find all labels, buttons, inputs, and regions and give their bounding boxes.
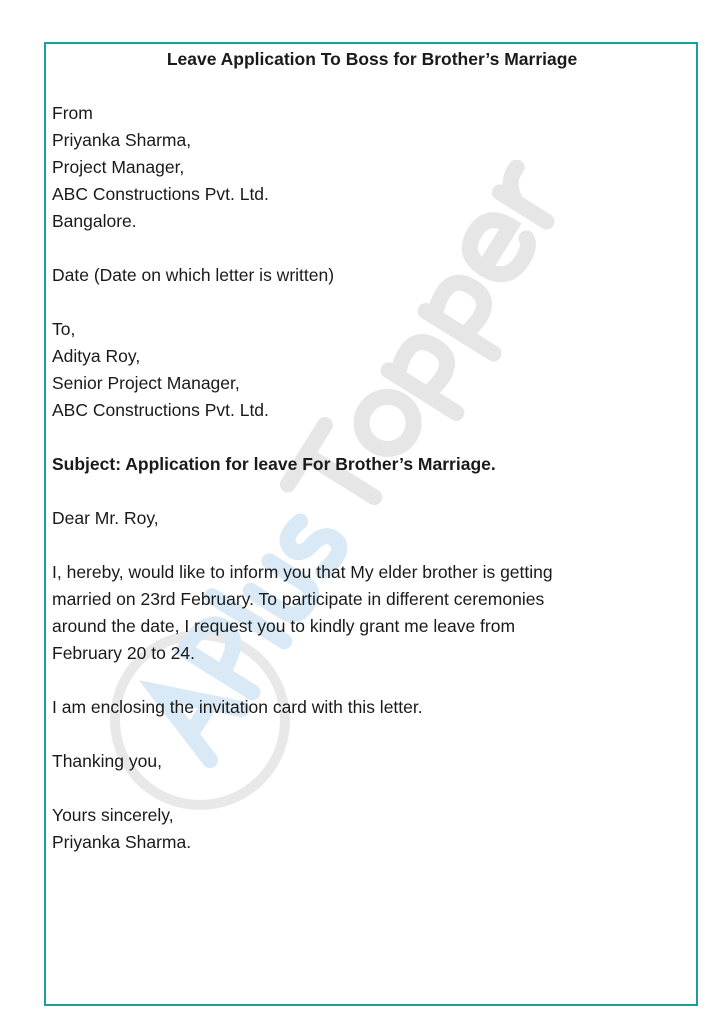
body-line: I, hereby, would like to inform you that My elder brother is getting bbox=[52, 562, 553, 582]
closing-line: Yours sincerely, bbox=[52, 805, 174, 825]
sender-city: Bangalore. bbox=[52, 211, 137, 231]
subject-line: Subject: Application for leave For Brother’s Marriage. bbox=[52, 454, 496, 474]
signature-name: Priyanka Sharma. bbox=[52, 832, 192, 852]
recipient-designation: Senior Project Manager, bbox=[52, 373, 240, 393]
thanks-line: Thanking you, bbox=[52, 751, 162, 771]
letter bbox=[52, 46, 692, 856]
letter-date: Date (Date on which letter is written) bbox=[52, 265, 335, 285]
recipient-company: ABC Constructions Pvt. Ltd. bbox=[52, 400, 269, 420]
salutation: Dear Mr. Roy, bbox=[52, 508, 159, 528]
recipient-name: Aditya Roy, bbox=[52, 346, 141, 366]
body-line: married on 23rd February. To participate in different ceremonies bbox=[52, 589, 545, 609]
body-line: February 20 to 24. bbox=[52, 643, 195, 663]
sender-designation: Project Manager, bbox=[52, 157, 185, 177]
letter-title: Leave Application To Boss for Brother’s Marriage bbox=[166, 49, 578, 69]
body-line: around the date, I request you to kindly grant me leave from bbox=[52, 616, 516, 636]
enclosure-line: I am enclosing the invitation card with this letter. bbox=[52, 697, 423, 717]
sender-company: ABC Constructions Pvt. Ltd. bbox=[52, 184, 269, 204]
sender-name: Priyanka Sharma, bbox=[52, 130, 192, 150]
to-label: To, bbox=[52, 319, 76, 339]
from-label: From bbox=[52, 103, 93, 123]
